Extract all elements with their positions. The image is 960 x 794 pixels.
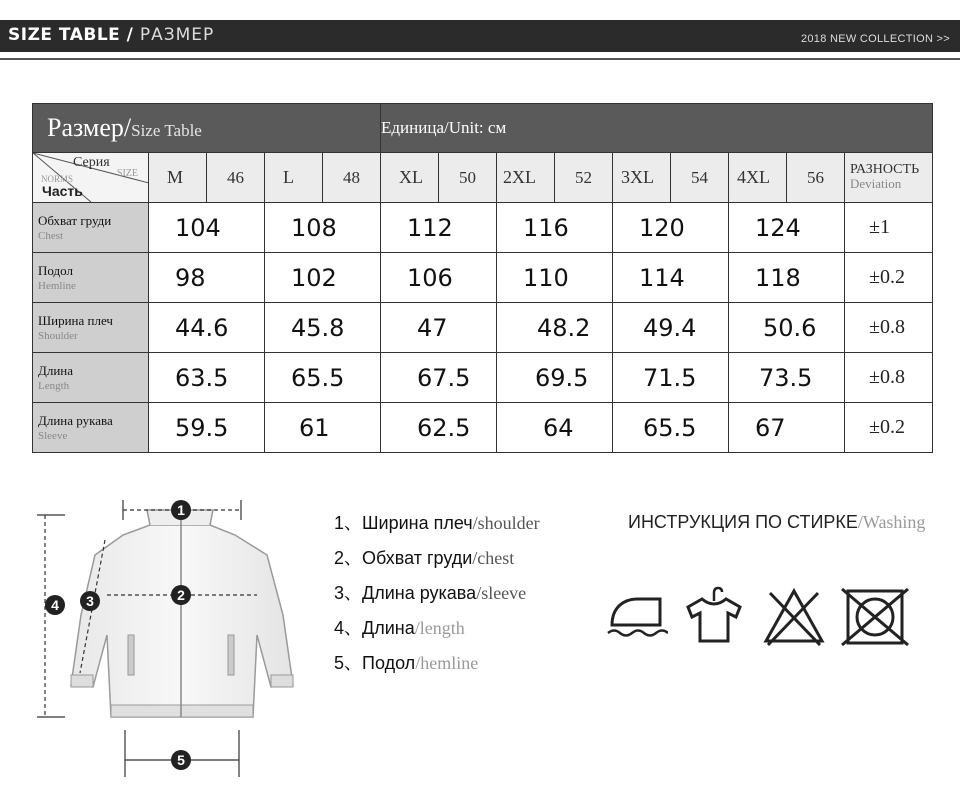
deviation-cell: ±0.8 [845,353,933,403]
marker-5-icon [171,750,191,770]
table-row [33,353,933,403]
no-bleach-icon [762,585,826,649]
table-cell: 44.6 [149,303,265,353]
row-label-ru: Подол [38,263,73,278]
row-label [33,303,149,353]
corner-chast: Часть [42,183,83,199]
deviation-en: Deviation [850,176,902,191]
washing-title-en: /Washing [857,512,926,532]
table-cell: 63.5 [149,353,265,403]
table-cell: 112 [381,203,497,253]
table-cell: 73.5 [729,353,845,403]
corner-seria: Серия [73,155,110,170]
row-label-ru: Обхват груди [38,213,112,228]
size-num-3xl: 54 [671,153,729,203]
size-name-l: L [265,153,323,203]
table-cell: 49.4 [613,303,729,353]
deviation-cell: ±0.2 [845,403,933,453]
table-cell: 50.6 [729,303,845,353]
table-cell: 110 [497,253,613,303]
row-label-en: Sleeve [38,430,68,442]
table-unit: Единица/Unit: см [381,104,933,153]
table-cell: 61 [265,403,381,453]
legend-item: 3、Длина рукава/sleeve [334,583,527,603]
table-cell: 114 [613,253,729,303]
washing-title [628,512,925,533]
table-cell: 65.5 [265,353,381,403]
svg-text:4: 4 [51,597,59,613]
row-label-ru: Длина [38,363,74,378]
header-title-ru: РАЗМЕР [139,25,215,45]
table-cell: 106 [381,253,497,303]
header-bar [0,20,960,52]
size-name-4xl: 4XL [729,153,787,203]
table-cell: 108 [265,203,381,253]
row-label-ru: Ширина плеч [38,313,113,328]
table-row [33,303,933,353]
table-cell: 120 [613,203,729,253]
table-cell: 65.5 [613,403,729,453]
table-title [33,104,381,153]
row-label [33,353,149,403]
table-cell: 69.5 [497,353,613,403]
table-row [33,203,933,253]
corner-size: SIZE [116,168,138,179]
jacket-illustration [35,495,305,780]
row-label-en: Shoulder [38,330,78,342]
table-cell: 45.8 [265,303,381,353]
svg-text:2: 2 [177,587,185,603]
header-title-en: SIZE TABLE / [8,25,134,45]
corner-header-cell [33,153,149,203]
header-divider [0,58,960,60]
table-cell: 59.5 [149,403,265,453]
header-title [8,25,214,45]
deviation-cell: ±0.8 [845,303,933,353]
row-label-en: Length [38,380,70,392]
size-num-xl: 50 [439,153,497,203]
marker-4-icon [45,595,65,615]
legend-item: 2、Обхват груди/chest [334,548,515,568]
size-num-l: 48 [323,153,381,203]
table-cell: 124 [729,203,845,253]
deviation-ru: РАЗНОСТЬ [850,162,920,177]
hand-wash-icon [682,585,746,649]
table-header-row [33,153,933,203]
size-name-xl: XL [381,153,439,203]
svg-text:5: 5 [177,752,185,768]
row-label-ru: Длина рукава [38,413,113,428]
row-label-en: Hemline [38,280,76,292]
jacket-body [71,525,293,717]
table-cell: 118 [729,253,845,303]
table-title-row [33,104,933,153]
table-cell: 47 [381,303,497,353]
legend-item: 5、Подол/hemline [334,653,479,673]
marker-1-icon [171,500,191,520]
deviation-cell: ±0.2 [845,253,933,303]
jacket-diagram [35,495,305,780]
size-num-m: 46 [207,153,265,203]
row-label [33,403,149,453]
table-title-en: Size Table [131,121,202,140]
washing-icons [600,585,930,655]
row-label-en: Chest [38,230,64,242]
table-title-ru: Размер/ [47,113,132,142]
svg-text:3: 3 [86,593,94,609]
marker-3-icon [80,591,100,611]
size-name-3xl: 3XL [613,153,671,203]
size-num-2xl: 52 [555,153,613,203]
table-cell: 48.2 [497,303,613,353]
no-tumble-dry-icon [840,585,910,649]
legend-item: 1、Ширина плеч/shoulder [334,513,540,533]
table-cell: 104 [149,203,265,253]
corner-norms: NORMS [41,174,74,184]
legend-item: 4、Длина/length [334,618,465,638]
table-cell: 67 [729,403,845,453]
table-cell: 62.5 [381,403,497,453]
table-row [33,253,933,303]
row-label [33,253,149,303]
deviation-cell: ±1 [845,203,933,253]
collection-label: 2018 NEW COLLECTION >> [800,33,950,45]
table-cell: 71.5 [613,353,729,403]
table-cell: 102 [265,253,381,303]
marker-2-icon [171,585,191,605]
table-cell: 98 [149,253,265,303]
measurement-legend [334,510,540,685]
deviation-header [845,153,933,203]
size-table [32,103,933,453]
size-num-4xl: 56 [787,153,845,203]
size-name-2xl: 2XL [497,153,555,203]
size-name-m: M [149,153,207,203]
svg-text:1: 1 [177,502,185,518]
table-cell: 67.5 [381,353,497,403]
iron-icon [604,585,668,649]
row-label [33,203,149,253]
table-cell: 64 [497,403,613,453]
table-row [33,403,933,453]
washing-title-ru: ИНСТРУКЦИЯ ПО СТИРКЕ [628,512,858,532]
table-cell: 116 [497,203,613,253]
